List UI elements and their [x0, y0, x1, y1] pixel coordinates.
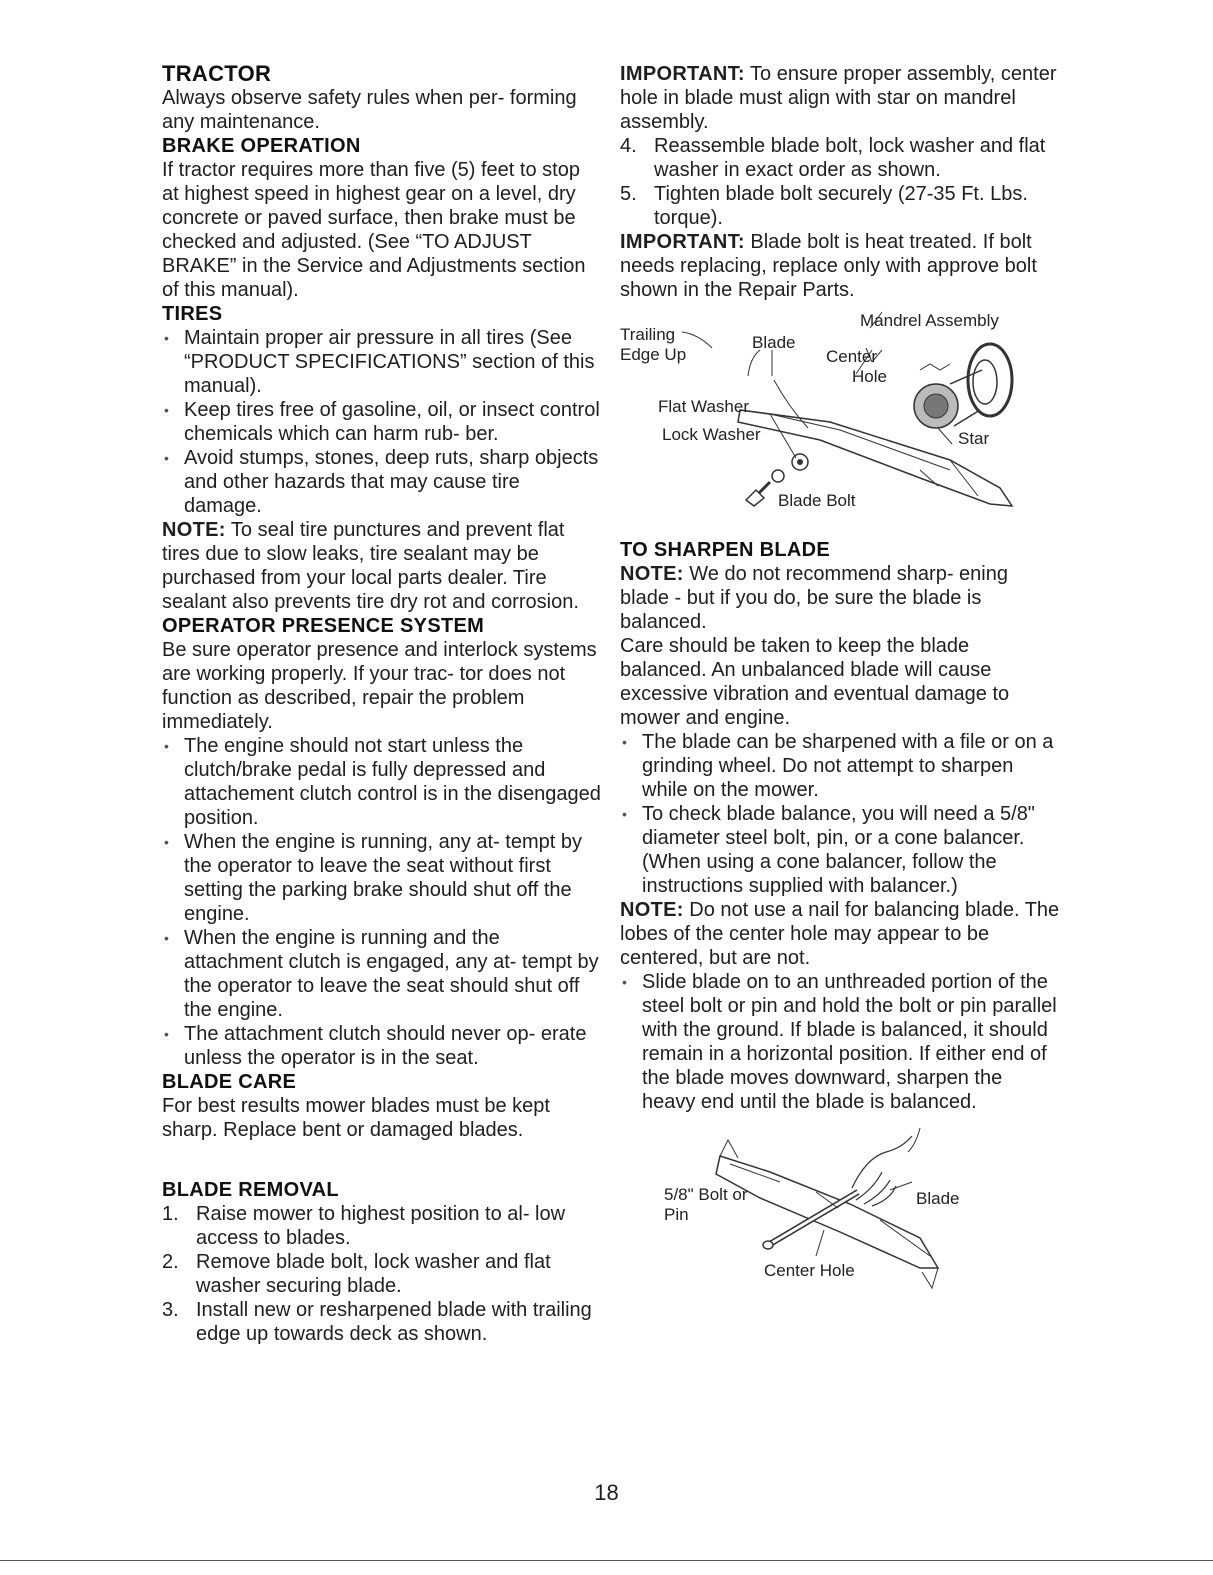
- list-item: • When the engine is running and the attachment clutch is engaged, any at- tempt by the operator to leave the seat should shut off the engine.: [162, 926, 602, 1022]
- tractor-text: Always observe safety rules when per- forming any maintenance.: [162, 87, 577, 133]
- reassembly-steps: [620, 134, 1060, 230]
- balancing-list: [620, 970, 1060, 1114]
- tires-note: [162, 518, 602, 614]
- lock-washer-label: Lock Washer: [662, 425, 761, 444]
- list-item: • To check blade balance, you will need a 5/8" diameter steel bolt, pin, or a cone balancer. (When using a cone balancer, follow the instructions supplied with balancer.): [620, 802, 1060, 898]
- note-text: To seal tire punctures and prevent flat tires due to slow leaks, tire sealant may be purchased from your local parts dealer. Tire sealant also prevents tire dry rot and corrosion.: [162, 519, 579, 613]
- important-label: IMPORTANT:: [620, 231, 745, 253]
- pin-label: Pin: [664, 1205, 689, 1224]
- operator-presence-text: Be sure operator presence and interlock systems are working properly. If your trac- tor does not function as described, repair the problem immediately.: [162, 639, 597, 733]
- note-label: NOTE:: [620, 899, 684, 921]
- balancing-note: NOTE: Do not use a nail for balancing blade. The lobes of the center hole may appear to be centered, but are not.: [620, 899, 1060, 969]
- list-item: • The blade can be sharpened with a file or on a grinding wheel. Do not attempt to sharpen while on the mower.: [620, 730, 1060, 802]
- list-item: 4. Reassemble blade bolt, lock washer and flat washer in exact order as shown.: [620, 135, 1046, 181]
- list-item: • The engine should not start unless the clutch/brake pedal is fully depressed and attachement clutch control is in the disengaged position.: [162, 734, 602, 830]
- blade-assembly-figure: [620, 310, 1060, 538]
- blade-balance-figure: [620, 1128, 1060, 1318]
- list-item: 3. Install new or resharpened blade with trailing edge up towards deck as shown.: [162, 1299, 592, 1345]
- trailing-label: Trailing: [620, 325, 676, 344]
- blade-label: Blade: [752, 333, 796, 352]
- brake-operation-text: If tractor requires more than five (5) feet to stop at highest speed in highest gear on a level, dry concrete or paved surface, then brake must be checked and adjusted. (See “TO ADJUST BRAKE” in the Service and Adjustments section of this manual).: [162, 159, 586, 301]
- tractor-heading: TRACTOR: [162, 61, 272, 86]
- tires-list: [162, 326, 602, 518]
- note-label: NOTE:: [162, 519, 226, 541]
- important-note-bolt: IMPORTANT: Blade bolt is heat treated. If bolt needs replacing, replace only with approve bolt shown in the Repair Parts.: [620, 231, 1037, 301]
- flat-washer-label: Flat Washer: [658, 397, 750, 416]
- list-item: 5. Tighten blade bolt securely (27-35 Ft. Lbs. torque).: [620, 183, 1028, 229]
- blade-assembly-diagram: [620, 310, 1060, 538]
- list-item: 2. Remove blade bolt, lock washer and flat washer securing blade.: [162, 1251, 551, 1297]
- blade-care-text: For best results mower blades must be kept sharp. Replace bent or damaged blades.: [162, 1095, 550, 1141]
- important-note-assembly: IMPORTANT: To ensure proper assembly, center hole in blade must align with star on mandrel assembly.: [620, 63, 1057, 133]
- mandrel-assembly-label: Mandrel Assembly: [860, 311, 999, 330]
- blade-bolt-label: Blade Bolt: [778, 491, 856, 510]
- important-label: IMPORTANT:: [620, 63, 745, 85]
- operator-presence-heading: OPERATOR PRESENCE SYSTEM: [162, 615, 485, 637]
- bottom-rule: [0, 1560, 1213, 1561]
- list-item: • Keep tires free of gasoline, oil, or insect control chemicals which can harm rub- ber.: [162, 398, 602, 446]
- list-item: • The attachment clutch should never op- erate unless the operator is in the seat.: [162, 1022, 602, 1070]
- sharpen-blade-heading: TO SHARPEN BLADE: [620, 539, 831, 561]
- blade-removal-heading: BLADE REMOVAL: [162, 1179, 339, 1201]
- list-item: • Maintain proper air pressure in all tires (See “PRODUCT SPECIFICATIONS” section of this manual).: [162, 326, 602, 398]
- center-hole-label: Center Hole: [764, 1261, 855, 1280]
- bolt-label: 5/8" Bolt or: [664, 1185, 748, 1204]
- list-item: • When the engine is running, any at- tempt by the operator to leave the seat without first setting the parking brake should shut off the engine.: [162, 830, 602, 926]
- left-column: [162, 62, 602, 1346]
- edge-up-label: Edge Up: [620, 345, 687, 364]
- tires-heading: TIRES: [162, 303, 223, 325]
- list-item: 1. Raise mower to highest position to al- low access to blades.: [162, 1203, 566, 1249]
- blade-balance-diagram: [620, 1128, 1060, 1318]
- operator-presence-list: [162, 734, 602, 1070]
- list-item: • Slide blade on to an unthreaded portion of the steel bolt or pin and hold the bolt or pin parallel with the ground. If blade is balanced, it should remain in a horizontal position. If either end of the blade moves downward, sharpen the heavy end until the blade is balanced.: [620, 970, 1060, 1114]
- center-label: Center: [826, 347, 878, 366]
- hole-label: Hole: [852, 367, 887, 386]
- sharpen-list: [620, 730, 1060, 898]
- note-label: NOTE:: [620, 563, 684, 585]
- blade-care-heading: BLADE CARE: [162, 1071, 297, 1093]
- list-item: • Avoid stumps, stones, deep ruts, sharp objects and other hazards that may cause tire damage.: [162, 446, 602, 518]
- brake-operation-heading: BRAKE OPERATION: [162, 135, 361, 157]
- blade-label: Blade: [916, 1189, 960, 1208]
- sharpen-note: NOTE: We do not recommend sharp- ening blade - but if you do, be sure the blade is balanced.: [620, 563, 1008, 633]
- blade-removal-steps: [162, 1202, 602, 1346]
- sharpen-text: Care should be taken to keep the blade balanced. An unbalanced blade will cause excessive vibration and eventual damage to mower and engine.: [620, 635, 1010, 729]
- page-number: 18: [594, 1480, 619, 1505]
- right-column: [620, 62, 1060, 1318]
- star-label: Star: [958, 429, 990, 448]
